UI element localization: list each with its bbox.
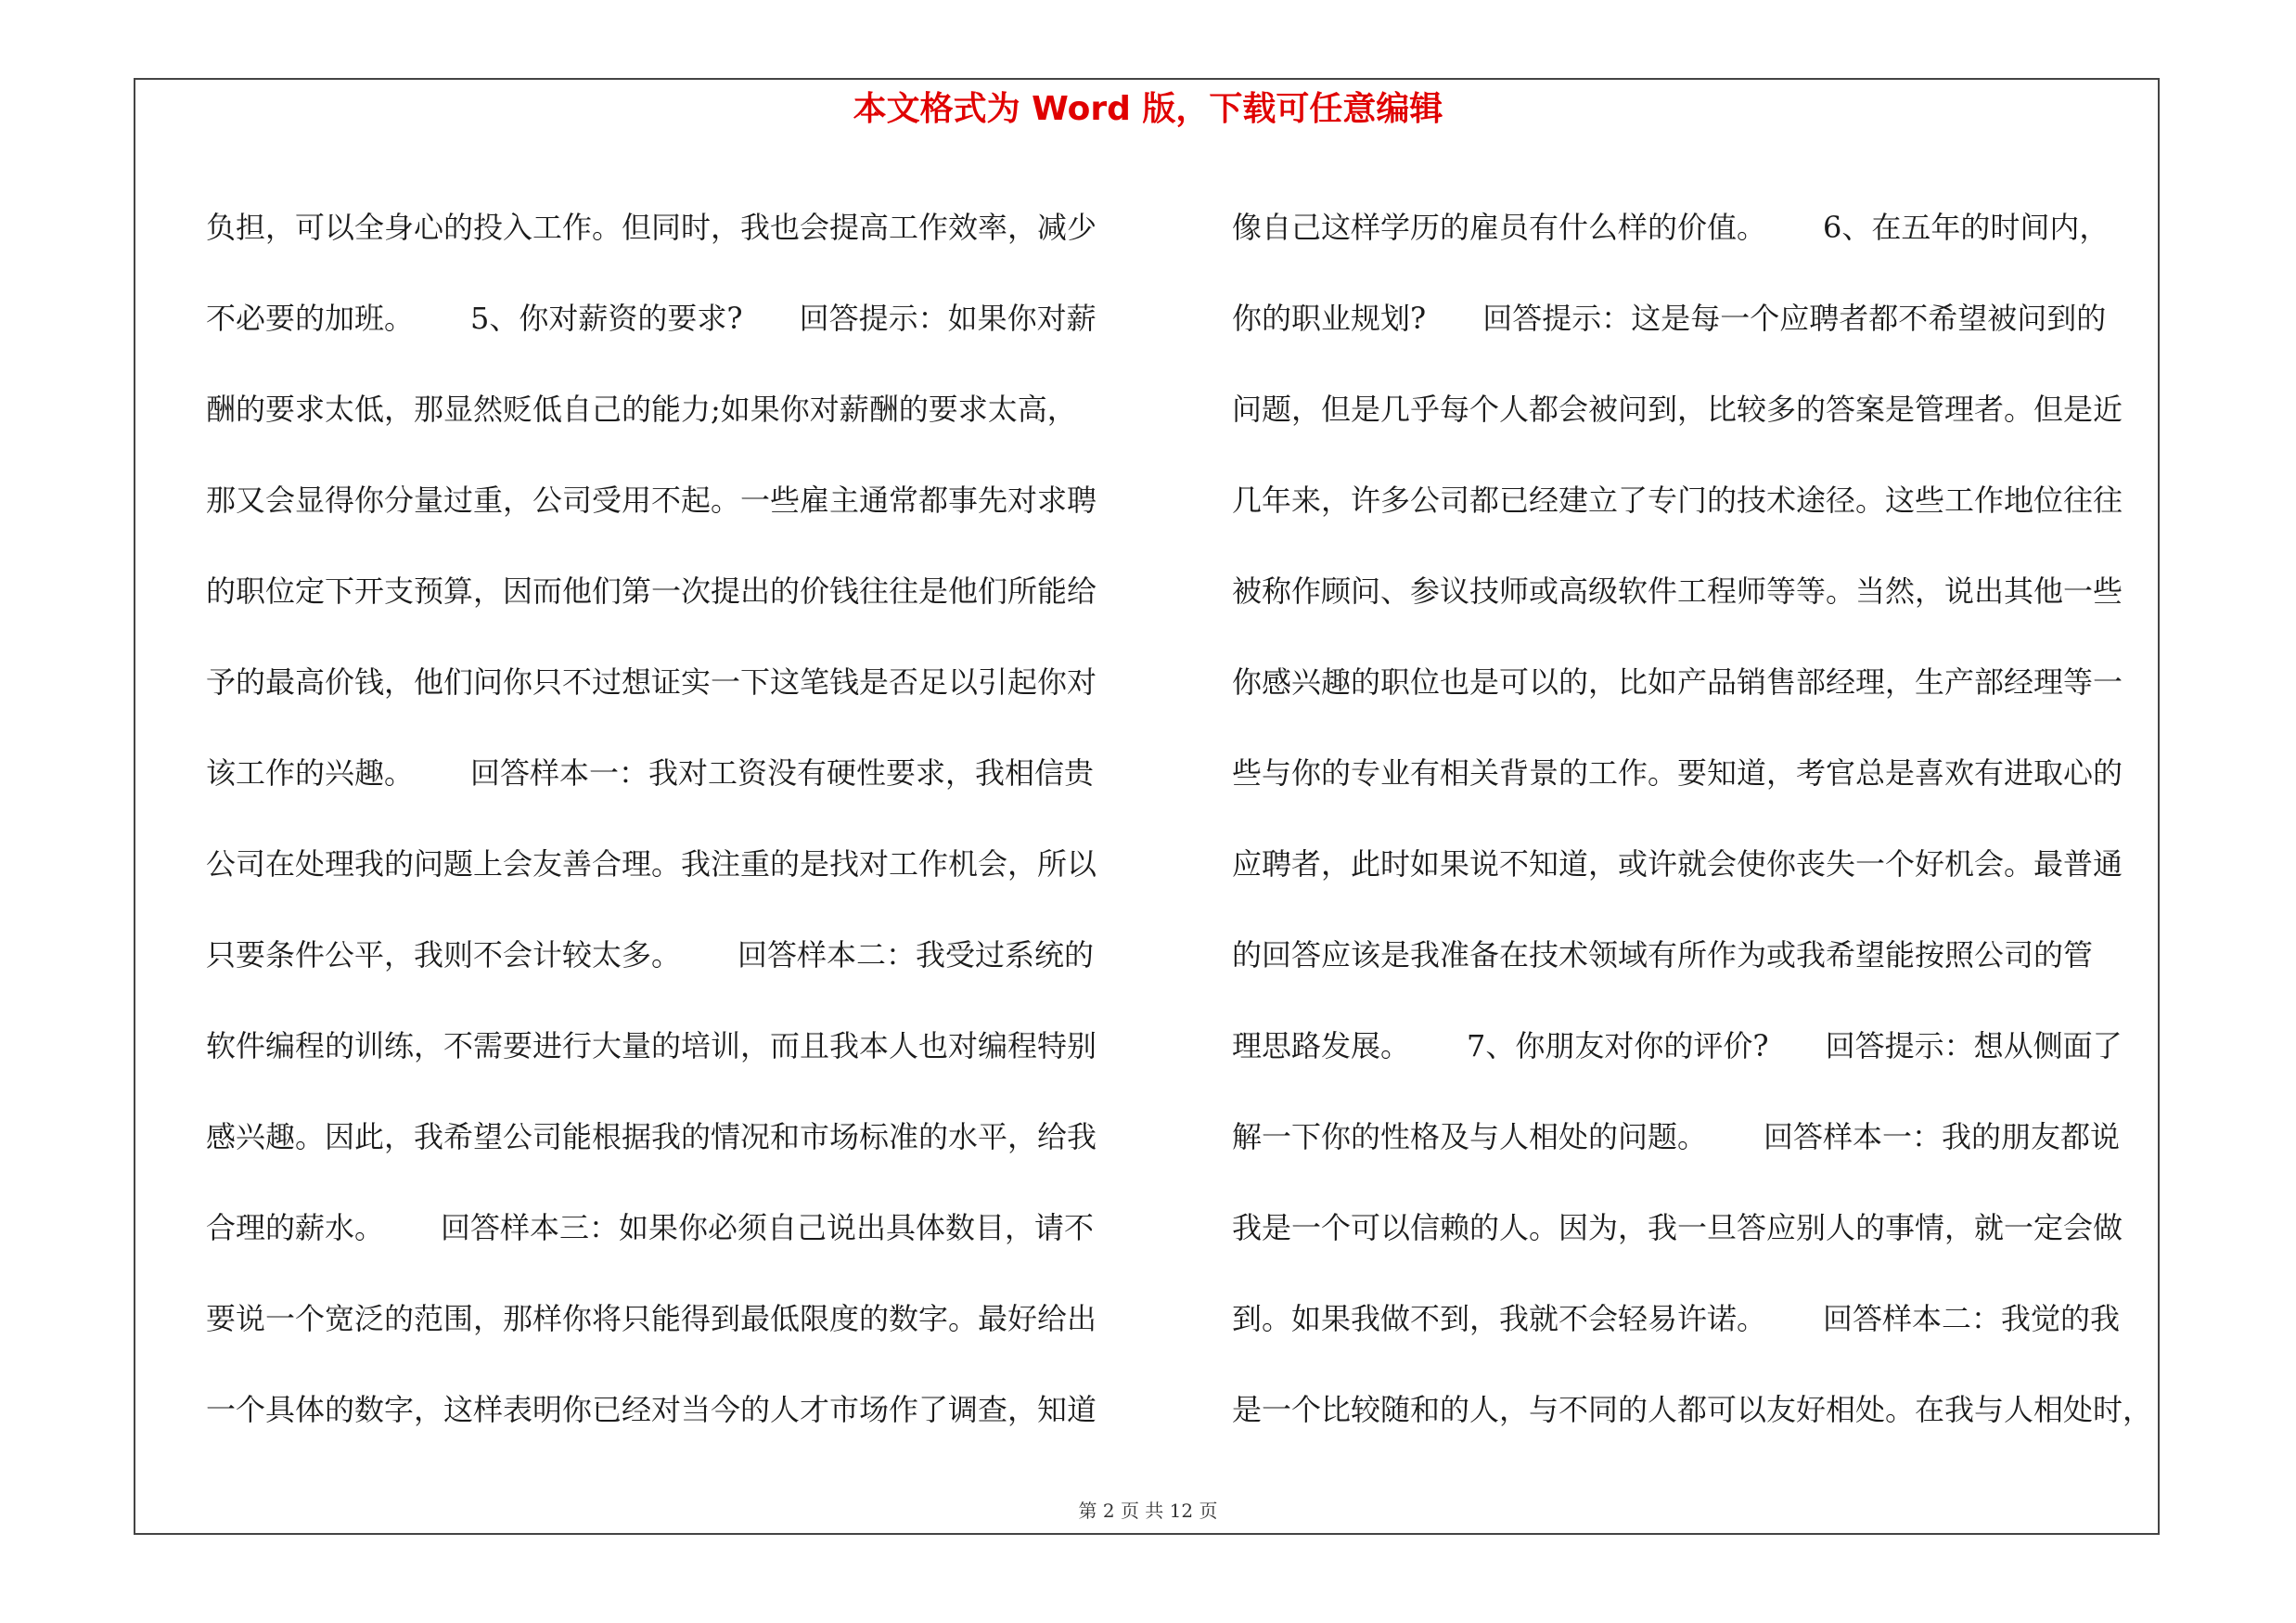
text-line: 那又会显得你分量过重，公司受用不起。一些雇主通常都事先对求聘: [206, 483, 1097, 518]
text-line: 感兴趣。因此，我希望公司能根据我的情况和市场标准的水平，给我: [206, 1119, 1097, 1154]
page-number: 第 2 页 共 12 页: [1078, 1500, 1218, 1522]
text-line: 几年来，许多公司都已经建立了专门的技术途径。这些工作地位往往: [1232, 483, 2123, 518]
text-line: 些与你的专业有相关背景的工作。要知道，考官总是喜欢有进取心的: [1232, 755, 2123, 791]
left-text-column: [206, 182, 1134, 1455]
text-line: 不必要的加班。 5、你对薪资的要求? 回答提示：如果你对薪: [206, 301, 1097, 336]
text-line: 只要条件公平，我则不会计较太多。 回答样本二：我受过系统的: [206, 937, 1095, 973]
text-line: 的职位定下开支预算，因而他们第一次提出的价钱往往是他们所能给: [206, 573, 1097, 609]
text-line: 你的职业规划? 回答提示：这是每一个应聘者都不希望被问到的: [1232, 301, 2107, 336]
text-line: 的回答应该是我准备在技术领域有所作为或我希望能按照公司的管: [1232, 937, 2094, 973]
text-line: 一个具体的数字，这样表明你已经对当今的人才市场作了调查，知道: [206, 1392, 1097, 1427]
text-line: 应聘者，此时如果说不知道，或许就会使你丧失一个好机会。最普通: [1232, 846, 2123, 882]
right-text-column: [1232, 182, 2152, 1455]
text-line: 负担，可以全身心的投入工作。但同时，我也会提高工作效率，减少: [206, 210, 1097, 245]
text-line: 像自己这样学历的雇员有什么样的价值。 6、在五年的时间内，: [1232, 210, 2110, 245]
text-line: 酬的要求太低，那显然贬低自己的能力;如果你对薪酬的要求太高，: [206, 392, 1077, 427]
text-line: 理思路发展。 7、你朋友对你的评价? 回答提示：想从侧面了: [1232, 1028, 2123, 1063]
text-line: 予的最高价钱，他们问你只不过想证实一下这笔钱是否足以引起你对: [206, 664, 1097, 700]
text-line: 是一个比较随和的人，与不同的人都可以友好相处。在我与人相处时，: [1232, 1392, 2152, 1427]
text-line: 你感兴趣的职位也是可以的，比如产品销售部经理，生产部经理等一: [1232, 664, 2123, 700]
text-line: 该工作的兴趣。 回答样本一：我对工资没有硬性要求，我相信贵: [206, 755, 1095, 791]
text-line: 要说一个宽泛的范围，那样你将只能得到最低限度的数字。最好给出: [206, 1301, 1097, 1336]
text-line: 公司在处理我的问题上会友善合理。我注重的是找对工作机会，所以: [206, 846, 1097, 882]
text-line: 问题，但是几乎每个人都会被问到，比较多的答案是管理者。但是近: [1232, 392, 2123, 427]
text-line: 到。如果我做不到，我就不会轻易许诺。 回答样本二：我觉的我: [1232, 1301, 2121, 1336]
text-line: 我是一个可以信赖的人。因为，我一旦答应别人的事情，就一定会做: [1232, 1210, 2123, 1245]
text-line: 软件编程的训练，不需要进行大量的培训，而且我本人也对编程特别: [206, 1028, 1097, 1063]
header-banner: 本文格式为 Word 版，下载可任意编辑: [853, 90, 1443, 128]
text-line: 被称作顾问、参议技师或高级软件工程师等等。当然，说出其他一些: [1232, 573, 2123, 609]
text-line: 解一下你的性格及与人相处的问题。 回答样本一：我的朋友都说: [1232, 1119, 2121, 1154]
text-line: 合理的薪水。 回答样本三：如果你必须自己说出具体数目，请不: [206, 1210, 1095, 1245]
